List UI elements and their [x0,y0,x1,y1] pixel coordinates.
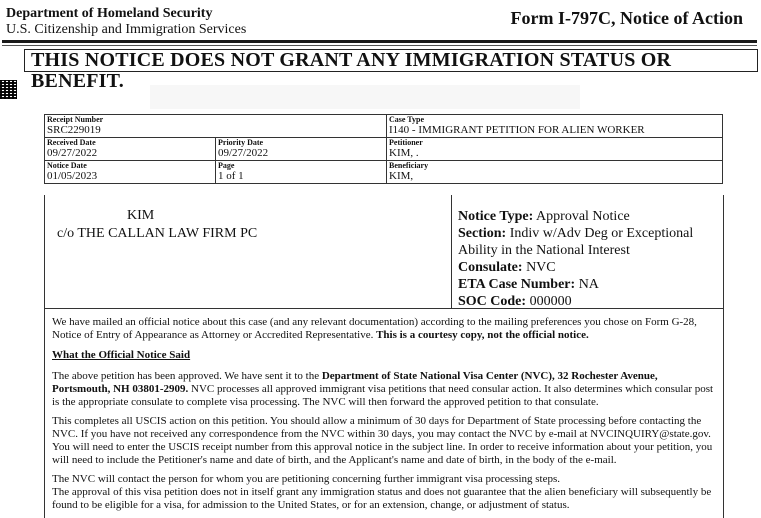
eta-label: ETA Case Number: [458,277,576,292]
eta-row [458,276,693,293]
header-rule-thin [2,45,757,46]
mailing-address [57,207,257,243]
beneficiary-cell [387,161,723,184]
petitioner: KIM, . [389,147,419,159]
section-line2: Ability in the National Interest [458,243,630,258]
notice-date-cell [45,161,216,184]
section-label: Section: [458,226,507,241]
box-divider [451,195,452,308]
agency-name: U.S. Citizenship and Immigration Services [6,22,247,37]
beneficiary-label: Beneficiary [389,161,429,170]
page-cell [216,161,387,184]
nvc-address: Department of State National Visa Center (NVC), 32 Rochester Avenue, Portsmouth, NH 03801-2909. [52,370,658,395]
case-type: I140 - IMMIGRANT PETITION FOR ALIEN WORKER [389,124,645,136]
page-count: 1 of 1 [218,170,244,182]
notice-type-row [458,208,693,225]
priority-date-cell [216,138,387,161]
beneficiary: KIM, [389,170,414,182]
department-name: Department of Homeland Security [6,6,213,21]
soc-label: SOC Code: [458,294,527,309]
form-title: Form I-797C, Notice of Action [510,8,743,28]
agency-header [6,6,246,38]
approval-paragraph [52,370,717,409]
eta-case-number: NA [578,277,599,292]
petitioner-label: Petitioner [389,138,423,147]
section-line1: Indiv w/Adv Deg or Exceptional [509,226,694,241]
petitioner-cell [387,138,723,161]
watermark [150,85,580,109]
address-notice-box [44,195,724,309]
address-care-of: c/o THE CALLAN LAW FIRM PC [57,226,258,241]
barcode-icon [0,80,17,99]
approval-text-a: The above petition has been approved. We have sent it to the [52,370,320,382]
case-info-table [44,114,723,184]
receipt-number: SRC229019 [47,124,101,136]
notice-type: Approval Notice [536,209,630,224]
courtesy-bold: This is a courtesy copy, not the official notice. [376,329,589,341]
status-disclaimer-banner: THIS NOTICE DOES NOT GRANT ANY IMMIGRATION STATUS OR BENEFIT. [24,49,758,72]
notice-summary [458,208,693,310]
soc-code: 000000 [529,294,572,309]
courtesy-text: We have mailed an official notice about this case (and any relevant documentation) according to the mailing preferences you chose on Form G-28, Notice of Entry of Appearance as Attorney or Accredited Representative. [52,316,697,341]
received-date-label: Received Date [47,138,96,147]
official-notice-heading: What the Official Notice Said [52,349,191,361]
notice-date: 01/05/2023 [47,170,98,182]
status-disclaimer-paragraph: The approval of this visa petition does not in itself grant any immigration status and does not guarantee that the alien beneficiary will subsequently be found to be eligible for a visa, for admission to the United States, or for an extension, change, or adjustment of status. [52,486,712,511]
completion-paragraph: This completes all USCIS action on this petition. You should allow a minimum of 30 days for Department of State processing before contacting the NVC. If you have not received any correspondence from the NVC within 30 days, you may contact the NVC by e-mail at NVCINQUIRY@state.gov. You will need to enter the USCIS receipt number from this approval notice in the subject line. In order to receive information about your petition, you will need to include the Petitioner's name and date of birth, and the Applicant's name and date of birth, in the body of the e-mail. [52,415,713,466]
consulate: NVC [526,260,556,275]
case-type-label: Case Type [389,115,425,124]
section-row [458,225,693,242]
receipt-number-label: Receipt Number [47,115,104,124]
received-date-cell [45,138,216,161]
address-name: KIM [127,208,155,223]
case-type-cell [387,115,723,138]
approval-text-b: NVC processes all approved immigrant visa petitions that need consular action. It also determines which consular post is the appropriate consulate to complete visa processing. The NVC will then forward the approved petition to that consulate. [52,383,714,408]
notice-type-label: Notice Type: [458,209,534,224]
courtesy-paragraph [52,316,717,342]
page-label: Page [218,161,235,170]
priority-date-label: Priority Date [218,138,264,147]
receipt-number-cell [45,115,387,138]
notice-date-label: Notice Date [47,161,87,170]
received-date: 09/27/2022 [47,147,98,159]
priority-date: 09/27/2022 [218,147,269,159]
header-rule [2,40,757,43]
consulate-row [458,259,693,276]
notice-body [44,308,724,518]
nvc-contact-paragraph: The NVC will contact the person for whom you are petitioning concerning further immigrant visa processing steps. [52,473,561,485]
consulate-label: Consulate: [458,260,523,275]
